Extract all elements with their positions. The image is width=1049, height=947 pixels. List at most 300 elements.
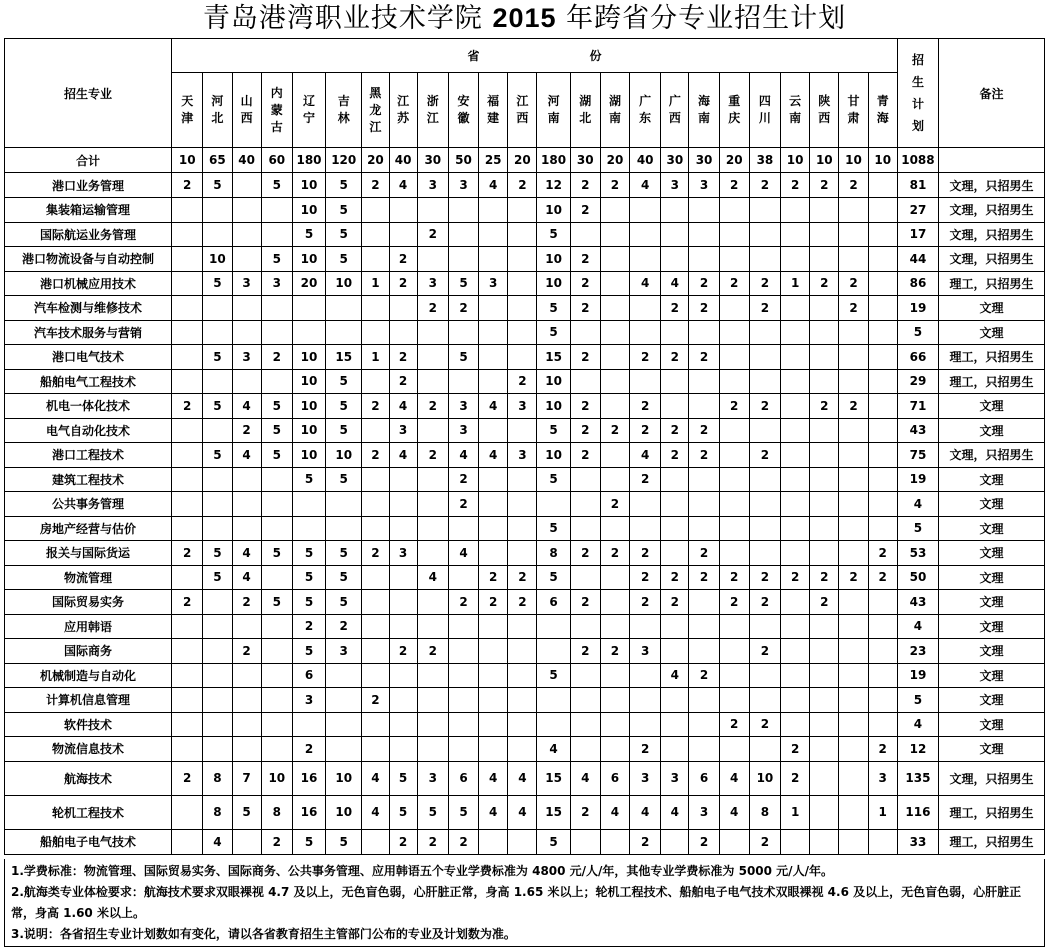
quota-cell: 5	[292, 565, 325, 590]
quota-cell: 2	[600, 418, 629, 443]
quota-cell	[362, 712, 389, 737]
quota-cell: 4	[630, 443, 661, 468]
quota-cell: 2	[362, 173, 389, 198]
quota-cell	[326, 296, 362, 321]
quota-cell: 3	[389, 418, 417, 443]
quota-cell	[810, 663, 839, 688]
table-row	[5, 418, 1045, 443]
quota-cell: 5	[326, 173, 362, 198]
quota-cell	[719, 614, 749, 639]
quota-cell	[719, 541, 749, 566]
quota-cell	[508, 198, 537, 223]
quota-cell	[389, 663, 417, 688]
quota-cell	[868, 296, 897, 321]
row-total: 33	[897, 829, 938, 854]
quota-cell: 4	[232, 541, 261, 566]
quota-cell: 4	[630, 271, 661, 296]
province-header: 海 南	[689, 73, 719, 148]
quota-cell	[839, 795, 868, 829]
quota-cell: 2	[417, 829, 448, 854]
quota-cell: 5	[261, 173, 292, 198]
quota-cell: 5	[326, 467, 362, 492]
quota-cell: 3	[389, 541, 417, 566]
quota-cell: 2	[630, 345, 661, 370]
quota-cell	[661, 467, 689, 492]
quota-cell	[689, 712, 719, 737]
major-name: 集装箱运输管理	[5, 198, 172, 223]
table-row	[5, 795, 1045, 829]
quota-cell	[362, 492, 389, 517]
quota-cell: 2	[362, 443, 389, 468]
quota-cell	[417, 614, 448, 639]
quota-cell	[781, 320, 810, 345]
quota-cell	[232, 516, 261, 541]
row-total: 19	[897, 467, 938, 492]
table-row	[5, 541, 1045, 566]
quota-cell: 4	[448, 443, 478, 468]
quota-cell: 2	[839, 565, 868, 590]
quota-cell: 5	[417, 795, 448, 829]
quota-cell: 2	[810, 590, 839, 615]
row-total: 135	[897, 761, 938, 795]
quota-cell	[417, 516, 448, 541]
quota-cell	[630, 663, 661, 688]
quota-cell: 3	[417, 173, 448, 198]
row-remark: 文理	[939, 418, 1045, 443]
quota-cell: 4	[508, 761, 537, 795]
quota-cell	[781, 541, 810, 566]
quota-cell	[570, 467, 600, 492]
quota-cell	[362, 590, 389, 615]
quota-cell: 6	[689, 761, 719, 795]
quota-cell	[389, 688, 417, 713]
quota-cell: 4	[479, 795, 508, 829]
major-name: 软件技术	[5, 712, 172, 737]
quota-cell	[661, 516, 689, 541]
quota-cell	[172, 688, 203, 713]
quota-cell	[810, 516, 839, 541]
quota-cell: 10	[292, 345, 325, 370]
quota-cell: 10	[261, 761, 292, 795]
quota-cell: 5	[326, 418, 362, 443]
row-remark: 文理	[939, 320, 1045, 345]
quota-cell	[868, 639, 897, 664]
province-header: 福 建	[479, 73, 508, 148]
quota-cell: 4	[630, 173, 661, 198]
quota-cell	[389, 296, 417, 321]
quota-cell: 2	[172, 394, 203, 419]
quota-cell	[508, 541, 537, 566]
quota-cell	[232, 369, 261, 394]
quota-cell	[172, 795, 203, 829]
quota-cell: 3	[479, 271, 508, 296]
quota-cell: 2	[261, 829, 292, 854]
quota-cell: 5	[537, 467, 570, 492]
row-remark: 文理	[939, 737, 1045, 762]
quota-cell	[810, 541, 839, 566]
sum-cell: 65	[203, 148, 232, 173]
quota-cell: 1	[781, 271, 810, 296]
quota-cell: 12	[537, 173, 570, 198]
table-row	[5, 663, 1045, 688]
quota-cell: 7	[232, 761, 261, 795]
quota-cell	[172, 222, 203, 247]
major-name: 汽车检测与维修技术	[5, 296, 172, 321]
quota-cell: 2	[600, 639, 629, 664]
quota-cell	[362, 565, 389, 590]
quota-cell: 3	[448, 394, 478, 419]
quota-cell: 1	[362, 271, 389, 296]
quota-cell	[630, 688, 661, 713]
quota-cell	[600, 829, 629, 854]
quota-cell	[781, 516, 810, 541]
province-header: 辽 宁	[292, 73, 325, 148]
quota-cell	[689, 198, 719, 223]
quota-cell	[839, 198, 868, 223]
quota-cell	[172, 467, 203, 492]
quota-cell	[362, 296, 389, 321]
quota-cell	[570, 688, 600, 713]
quota-cell	[689, 614, 719, 639]
quota-cell	[172, 829, 203, 854]
quota-cell: 2	[630, 541, 661, 566]
quota-cell	[508, 271, 537, 296]
quota-cell	[868, 688, 897, 713]
province-header: 浙 江	[417, 73, 448, 148]
quota-cell	[326, 320, 362, 345]
quota-cell	[839, 737, 868, 762]
quota-cell	[570, 614, 600, 639]
quota-cell	[203, 369, 232, 394]
quota-cell	[479, 369, 508, 394]
quota-cell: 10	[537, 394, 570, 419]
quota-cell	[172, 198, 203, 223]
province-header: 广 东	[630, 73, 661, 148]
quota-cell: 5	[203, 345, 232, 370]
sum-cell: 20	[362, 148, 389, 173]
quota-cell	[600, 737, 629, 762]
quota-cell	[661, 222, 689, 247]
quota-cell	[689, 394, 719, 419]
quota-cell: 3	[630, 639, 661, 664]
quota-cell	[292, 296, 325, 321]
quota-cell: 2	[868, 565, 897, 590]
sum-total: 1088	[897, 148, 938, 173]
quota-cell	[417, 418, 448, 443]
quota-cell	[781, 688, 810, 713]
quota-cell	[868, 614, 897, 639]
quota-cell: 3	[661, 761, 689, 795]
quota-cell: 3	[689, 795, 719, 829]
quota-cell: 2	[868, 737, 897, 762]
quota-cell	[781, 614, 810, 639]
quota-cell	[479, 198, 508, 223]
quota-cell: 5	[292, 467, 325, 492]
quota-cell	[689, 688, 719, 713]
quota-cell	[203, 467, 232, 492]
row-total: 86	[897, 271, 938, 296]
quota-cell: 3	[326, 639, 362, 664]
quota-cell	[172, 614, 203, 639]
quota-cell: 5	[292, 829, 325, 854]
province-header: 青 海	[868, 73, 897, 148]
quota-cell	[172, 639, 203, 664]
quota-cell	[661, 614, 689, 639]
quota-cell: 2	[781, 565, 810, 590]
quota-cell	[479, 320, 508, 345]
row-remark: 理工，只招男生	[939, 369, 1045, 394]
quota-cell: 4	[448, 541, 478, 566]
quota-cell: 20	[292, 271, 325, 296]
quota-cell	[203, 712, 232, 737]
quota-cell	[203, 639, 232, 664]
table-row	[5, 247, 1045, 272]
quota-cell: 2	[630, 829, 661, 854]
quota-cell	[508, 296, 537, 321]
row-remark: 文理	[939, 663, 1045, 688]
quota-cell	[868, 247, 897, 272]
quota-cell: 2	[749, 565, 780, 590]
row-total: 66	[897, 345, 938, 370]
quota-cell: 2	[839, 271, 868, 296]
quota-cell	[389, 737, 417, 762]
province-header: 山 西	[232, 73, 261, 148]
quota-cell	[749, 663, 780, 688]
quota-cell	[508, 663, 537, 688]
quota-cell	[232, 173, 261, 198]
quota-cell	[781, 492, 810, 517]
quota-cell: 2	[570, 590, 600, 615]
quota-cell	[362, 247, 389, 272]
quota-cell	[868, 418, 897, 443]
quota-cell	[810, 345, 839, 370]
quota-cell	[868, 345, 897, 370]
quota-cell: 5	[203, 443, 232, 468]
quota-cell: 2	[172, 541, 203, 566]
sum-cell: 30	[689, 148, 719, 173]
quota-cell	[719, 320, 749, 345]
sum-cell: 10	[172, 148, 203, 173]
quota-cell	[868, 222, 897, 247]
row-remark: 文理	[939, 394, 1045, 419]
quota-cell: 2	[630, 565, 661, 590]
quota-cell: 2	[389, 369, 417, 394]
quota-cell	[508, 222, 537, 247]
sum-cell: 180	[537, 148, 570, 173]
quota-cell	[719, 829, 749, 854]
quota-cell	[362, 663, 389, 688]
quota-cell: 5	[261, 247, 292, 272]
quota-cell	[781, 639, 810, 664]
quota-cell: 4	[362, 761, 389, 795]
quota-cell	[868, 369, 897, 394]
quota-cell	[630, 492, 661, 517]
quota-cell	[508, 320, 537, 345]
quota-cell	[781, 394, 810, 419]
quota-cell: 2	[389, 345, 417, 370]
quota-cell: 2	[719, 565, 749, 590]
quota-cell	[172, 320, 203, 345]
quota-cell	[479, 737, 508, 762]
quota-cell	[479, 663, 508, 688]
quota-cell	[810, 198, 839, 223]
quota-cell	[810, 222, 839, 247]
quota-cell	[839, 369, 868, 394]
quota-cell	[749, 369, 780, 394]
quota-cell	[600, 712, 629, 737]
quota-cell	[232, 712, 261, 737]
quota-cell	[172, 737, 203, 762]
total-header: 招 生 计 划	[897, 39, 938, 148]
quota-cell	[781, 369, 810, 394]
quota-cell	[508, 467, 537, 492]
row-total: 23	[897, 639, 938, 664]
quota-cell: 2	[417, 222, 448, 247]
quota-cell	[719, 492, 749, 517]
quota-cell: 4	[232, 443, 261, 468]
quota-cell: 4	[600, 795, 629, 829]
quota-cell	[810, 795, 839, 829]
quota-cell	[839, 688, 868, 713]
quota-cell: 2	[661, 345, 689, 370]
quota-cell	[448, 614, 478, 639]
sum-cell: 20	[508, 148, 537, 173]
quota-cell	[261, 198, 292, 223]
quota-cell	[749, 198, 780, 223]
quota-cell	[362, 737, 389, 762]
quota-cell	[839, 418, 868, 443]
row-total: 5	[897, 320, 938, 345]
quota-cell: 2	[417, 296, 448, 321]
row-total: 5	[897, 516, 938, 541]
quota-cell: 2	[600, 173, 629, 198]
quota-cell: 10	[326, 795, 362, 829]
quota-cell: 2	[326, 614, 362, 639]
row-remark: 文理，只招男生	[939, 247, 1045, 272]
major-header: 招生专业	[5, 39, 172, 148]
quota-cell	[719, 198, 749, 223]
table-row	[5, 222, 1045, 247]
quota-cell: 2	[600, 541, 629, 566]
quota-cell	[479, 614, 508, 639]
quota-cell	[810, 614, 839, 639]
quota-cell: 3	[508, 394, 537, 419]
sum-row	[5, 148, 1045, 173]
quota-cell	[232, 296, 261, 321]
quota-cell: 1	[362, 345, 389, 370]
quota-cell	[448, 516, 478, 541]
quota-cell	[868, 394, 897, 419]
quota-cell	[600, 222, 629, 247]
quota-cell	[232, 320, 261, 345]
quota-cell	[232, 614, 261, 639]
quota-cell	[781, 443, 810, 468]
quota-cell	[172, 712, 203, 737]
province-group-label-a: 省	[467, 49, 480, 63]
sum-cell: 50	[448, 148, 478, 173]
quota-cell: 2	[448, 492, 478, 517]
quota-cell: 4	[661, 795, 689, 829]
quota-cell: 4	[232, 394, 261, 419]
quota-cell: 5	[203, 271, 232, 296]
quota-cell	[203, 198, 232, 223]
quota-cell: 5	[292, 541, 325, 566]
quota-cell: 4	[362, 795, 389, 829]
quota-cell	[232, 198, 261, 223]
quota-cell: 3	[689, 173, 719, 198]
quota-cell	[781, 247, 810, 272]
quota-cell: 4	[661, 663, 689, 688]
quota-cell: 2	[689, 829, 719, 854]
quota-cell	[508, 492, 537, 517]
row-total: 43	[897, 590, 938, 615]
quota-cell: 10	[537, 443, 570, 468]
quota-cell	[749, 614, 780, 639]
quota-cell: 2	[570, 795, 600, 829]
quota-cell	[389, 222, 417, 247]
quota-cell: 16	[292, 795, 325, 829]
major-name: 港口工程技术	[5, 443, 172, 468]
quota-cell	[203, 663, 232, 688]
quota-cell	[810, 829, 839, 854]
quota-cell: 2	[661, 296, 689, 321]
major-name: 航海技术	[5, 761, 172, 795]
quota-cell	[537, 688, 570, 713]
sum-cell: 40	[232, 148, 261, 173]
note-line: 3.说明：各省招生专业计划数如有变化，请以各省教育招生主管部门公布的专业及计划数为准。	[11, 927, 516, 941]
quota-cell: 10	[537, 247, 570, 272]
quota-cell	[362, 418, 389, 443]
quota-cell	[172, 296, 203, 321]
quota-cell: 6	[537, 590, 570, 615]
quota-cell	[362, 516, 389, 541]
header-row-group	[5, 39, 1045, 73]
quota-cell	[749, 345, 780, 370]
quota-cell: 5	[326, 541, 362, 566]
quota-cell	[570, 320, 600, 345]
quota-cell	[839, 590, 868, 615]
sum-cell: 30	[661, 148, 689, 173]
quota-cell: 8	[537, 541, 570, 566]
row-total: 4	[897, 492, 938, 517]
quota-cell: 2	[362, 688, 389, 713]
quota-cell: 2	[630, 394, 661, 419]
quota-cell	[448, 737, 478, 762]
quota-cell	[719, 345, 749, 370]
major-name: 国际航运业务管理	[5, 222, 172, 247]
quota-cell	[362, 369, 389, 394]
quota-cell	[719, 222, 749, 247]
quota-cell	[389, 492, 417, 517]
major-name: 公共事务管理	[5, 492, 172, 517]
quota-cell: 2	[630, 737, 661, 762]
row-remark: 理工，只招男生	[939, 795, 1045, 829]
quota-cell	[689, 467, 719, 492]
quota-cell: 2	[719, 173, 749, 198]
province-group-header	[172, 39, 898, 73]
quota-cell: 3	[417, 761, 448, 795]
quota-cell: 2	[839, 173, 868, 198]
quota-cell: 2	[570, 198, 600, 223]
quota-cell	[261, 614, 292, 639]
quota-cell	[326, 492, 362, 517]
quota-cell: 4	[570, 761, 600, 795]
row-total: 19	[897, 296, 938, 321]
quota-cell: 2	[689, 541, 719, 566]
quota-cell	[600, 688, 629, 713]
quota-cell	[417, 198, 448, 223]
quota-cell	[203, 614, 232, 639]
